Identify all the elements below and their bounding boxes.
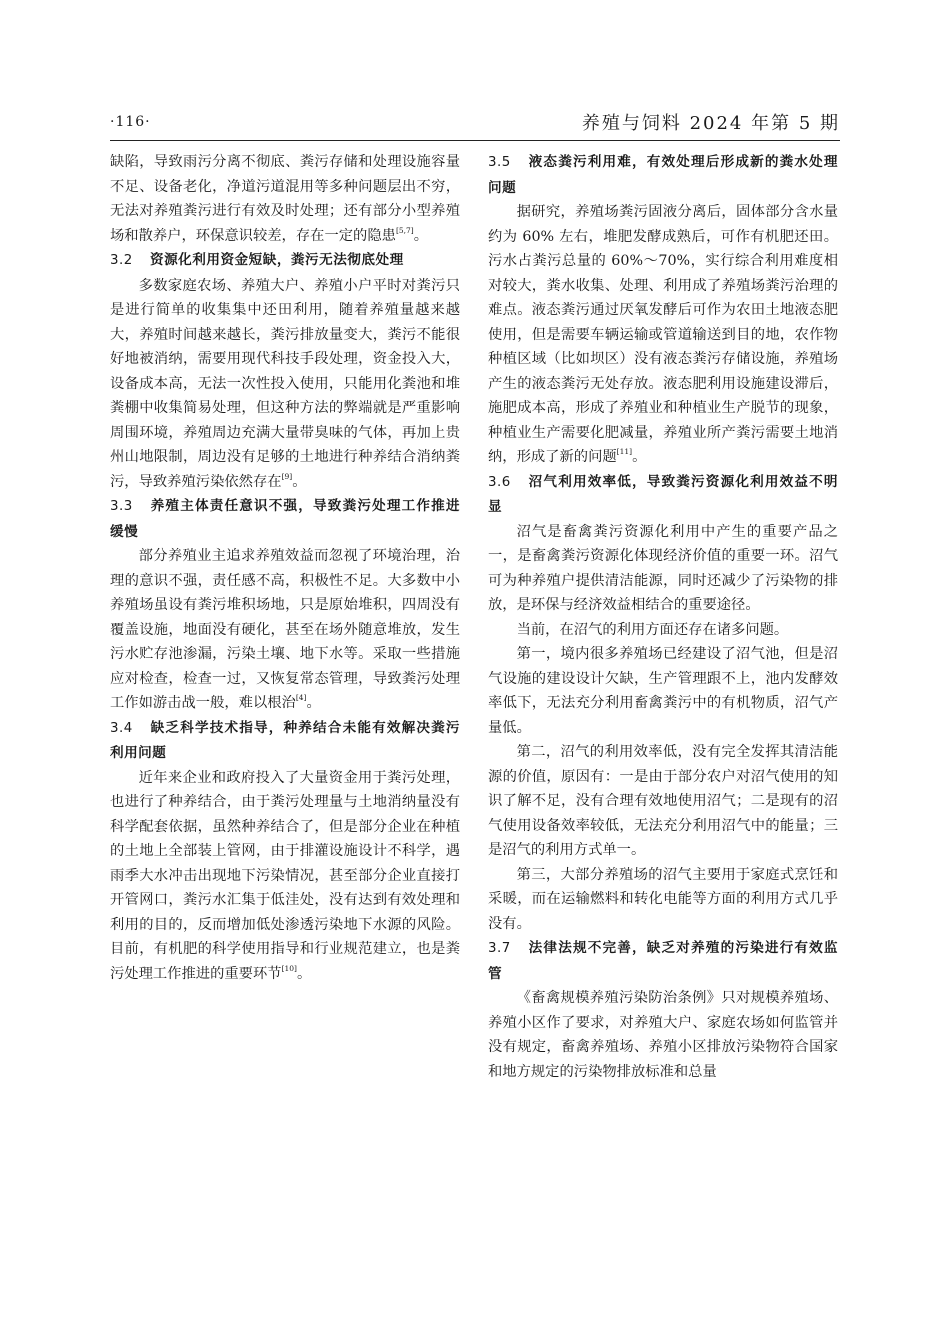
citation: [10] [281, 963, 297, 973]
section-heading-3-7 [488, 936, 838, 986]
citation: [5,7] [395, 225, 414, 235]
page-header [110, 108, 840, 141]
page-number: ·116· [110, 114, 151, 130]
section-number: 3.6 [488, 474, 511, 490]
paragraph: 当前，在沼气的利用方面还存在诸多问题。 [516, 621, 789, 638]
paragraph: 《畜禽规模养殖污染防治条例》只对规模养殖场、养殖小区作了要求，对养殖大户、家庭农场如何监管并没有规定，畜禽养殖场、养殖小区排放污染物符合国家和地方规定的污染物排放标准和总量 [488, 990, 838, 1080]
section-number: 3.3 [110, 499, 133, 514]
section-number: 3.4 [110, 720, 133, 736]
paragraph: 第一，境内很多养殖场已经建设了沼气池，但是沼气设施的建设设计欠缺，生产管理跟不上，池内发酵效率低下，无法充分利用畜禽粪污中的有机物质，沼气产量低。 [488, 646, 838, 736]
section-title: 沼气利用效率低，导致粪污资源化利用效益不明显 [488, 473, 838, 515]
section-heading-3-6 [488, 470, 838, 520]
section-title: 液态粪污利用难，有效处理后形成新的粪水处理问题 [488, 154, 838, 196]
section-number: 3.7 [488, 941, 511, 956]
citation: [4] [295, 693, 307, 702]
section-number: 3.5 [488, 155, 511, 170]
section-number: 3.2 [110, 253, 133, 268]
section-title: 资源化利用资金短缺，粪污无法彻底处理 [150, 252, 404, 268]
paragraph: 沼气是畜禽粪污资源化利用中产生的重要产品之一，是畜禽粪污资源化体现经济价值的重要一环。沼气可为种养殖户提供清洁能源，同时还减少了污染物的排放，是环保与经济效益相结合的重要途径。 [488, 523, 838, 613]
paragraph: 据研究，养殖场粪污固液分离后，固体部分含水量约为 60% 左右，堆肥发酵成熟后，可作有机肥还田。污水占粪污总量的 60%～70%，实行综合利用难度相对较大，粪水收集、处理、利用成了养殖场粪污治理的难点。液态粪污通过厌氧发酵后可作为农田土地液态肥使用，但是需要车辆运输或管道输送到目的地，农作物种植区域（比如坝区）没有液态粪污存储设施，养殖场产生的液态粪污无处存放。液态肥利用设施建设滞后，施肥成本高，形成了养殖业和种植业生产脱节的现象，种植业生产需要化肥减量，养殖业所产粪污需要土地消纳，形成了新的问题[11]。 [488, 204, 838, 465]
paragraph: 部分养殖业主追求养殖效益而忽视了环境治理，治理的意识不强，责任感不高，积极性不足。大多数中小养殖场虽设有粪污堆积场地，只是原始堆积，四周没有覆盖设施，地面没有硬化，甚至在场外随意堆放，发生污水贮存池渗漏，污染土壤、地下水等。采取一些措施应对检查，检查一过，又恢复常态管理，导致粪污处理工作如游击战一般，难以根治[4]。 [110, 548, 460, 711]
section-title: 养殖主体责任意识不强，导致粪污处理工作推进缓慢 [110, 498, 460, 540]
section-heading-3-3 [110, 494, 460, 544]
right-column [488, 150, 838, 1084]
paragraph: 近年来企业和政府投入了大量资金用于粪污处理，也进行了种养结合，由于粪污处理量与土地消纳量没有科学配套依据，虽然种养结合了，但是部分企业在种植的土地上全部装上管网，由于排灌设施设计不科学，遇雨季大水冲击出现地下污染情况，甚至部分企业直接打开管网口，粪污水汇集于低洼处，没有达到有效处理和利用的目的，反而增加低处渗透污染地下水源的风险。目前，有机肥的科学使用指导和行业规范建立，也是粪污处理工作推进的重要环节[10]。 [110, 769, 460, 982]
left-column [110, 150, 460, 986]
section-title: 法律法规不完善，缺乏对养殖的污染进行有效监管 [488, 940, 838, 982]
citation: [9] [281, 471, 293, 481]
journal-title: 养殖与饲料 2024 年第 5 期 [581, 113, 840, 134]
section-heading-3-5 [488, 150, 838, 200]
section-heading-3-2 [110, 248, 460, 274]
citation: [11] [616, 447, 633, 456]
section-heading-3-4 [110, 716, 460, 766]
paragraph-continued: 缺陷，导致雨污分离不彻底、粪污存储和处理设施容量不足、设备老化，净道污道混用等多种问题层出不穷，无法对养殖粪污进行有效及时处理；还有部分小型养殖场和散养户，环保意识较差，存在一定的隐患[5,7]。 [110, 154, 460, 244]
paragraph: 多数家庭农场、养殖大户、养殖小户平时对粪污只是进行简单的收集集中还田利用，随着养殖量越来越大，养殖时间越来越长，粪污排放量变大，粪污不能很好地被消纳，需要用现代科技手段处理，资金投入大，设备成本高，无法一次性投入使用，只能用化粪池和堆粪棚中收集简易处理，但这种方法的弊端就是严重影响周围环境，养殖周边充满大量带臭味的气体，再加上贵州山地限制，周边没有足够的土地进行种养结合消纳粪污，导致养殖污染依然存在[9]。 [110, 277, 460, 490]
paragraph: 第二，沼气的利用效率低，没有完全发挥其清洁能源的价值，原因有：一是由于部分农户对沼气使用的知识了解不足，没有合理有效地使用沼气；二是现有的沼气使用设备效率较低，无法充分利用沼气中的能量；三是沼气的利用方式单一。 [488, 744, 838, 858]
paragraph: 第三，大部分养殖场的沼气主要用于家庭式烹饪和采暖，而在运输燃料和转化电能等方面的利用方式几乎没有。 [488, 866, 838, 932]
section-title: 缺乏科学技术指导，种养结合未能有效解决粪污利用问题 [110, 719, 460, 761]
